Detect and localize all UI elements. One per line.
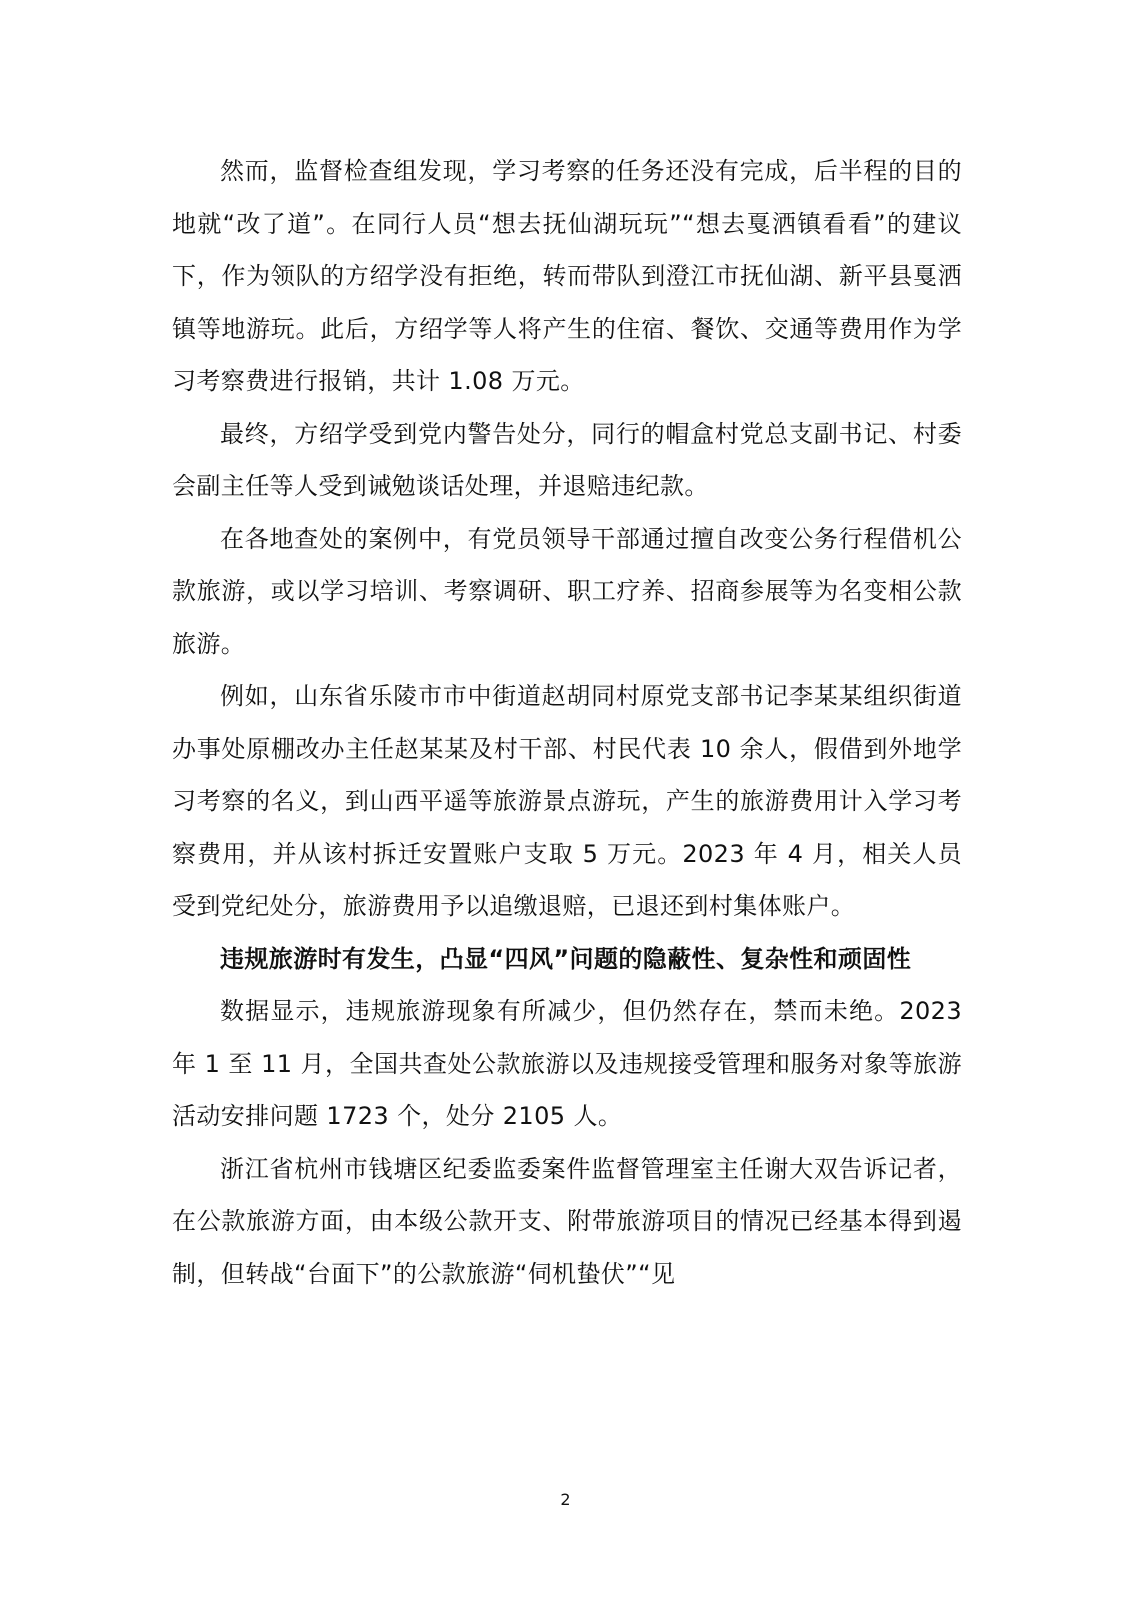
- paragraph: 在各地查处的案例中，有党员领导干部通过擅自改变公务行程借机公款旅游，或以学习培训、考察调研、职工疗养、招商参展等为名变相公款旅游。: [172, 524, 962, 658]
- section-heading: 违规旅游时有发生，凸显“四风”问题的隐蔽性、复杂性和顽固性: [220, 944, 912, 973]
- paragraph: 浙江省杭州市钱塘区纪委监委案件监督管理室主任谢大双告诉记者，在公款旅游方面，由本级公款开支、附带旅游项目的情况已经基本得到遏制，但转战“台面下”的公款旅游“伺机蛰伏”“见: [172, 1154, 962, 1288]
- paragraph: 数据显示，违规旅游现象有所减少，但仍然存在，禁而未绝。2023 年 1 至 11 月，全国共查处公款旅游以及违规接受管理和服务对象等旅游活动安排问题 1723 个，处分 2105 人。: [172, 997, 962, 1130]
- document-body: [172, 145, 962, 1300]
- page-number: 2: [560, 1490, 571, 1509]
- paragraph: 然而，监督检查组发现，学习考察的任务还没有完成，后半程的目的地就“改了道”。在同行人员“想去抚仙湖玩玩”“想去戛洒镇看看”的建议下，作为领队的方绍学没有拒绝，转而带队到澄江市抚仙湖、新平县戛洒镇等地游玩。此后，方绍学等人将产生的住宿、餐饮、交通等费用作为学习考察费进行报销，共计 1.08 万元。: [172, 157, 962, 395]
- paragraph: 例如，山东省乐陵市市中街道赵胡同村原党支部书记李某某组织街道办事处原棚改办主任赵某某及村干部、村民代表 10 余人，假借到外地学习考察的名义，到山西平遥等旅游景点游玩，产生的旅游费用计入学习考察费用，并从该村拆迁安置账户支取 5 万元。2023 年 4 月，相关人员受到党纪处分，旅游费用予以追缴退赔，已退还到村集体账户。: [172, 682, 962, 920]
- paragraph: 最终，方绍学受到党内警告处分，同行的帽盒村党总支副书记、村委会副主任等人受到诫勉谈话处理，并退赔违纪款。: [172, 419, 962, 500]
